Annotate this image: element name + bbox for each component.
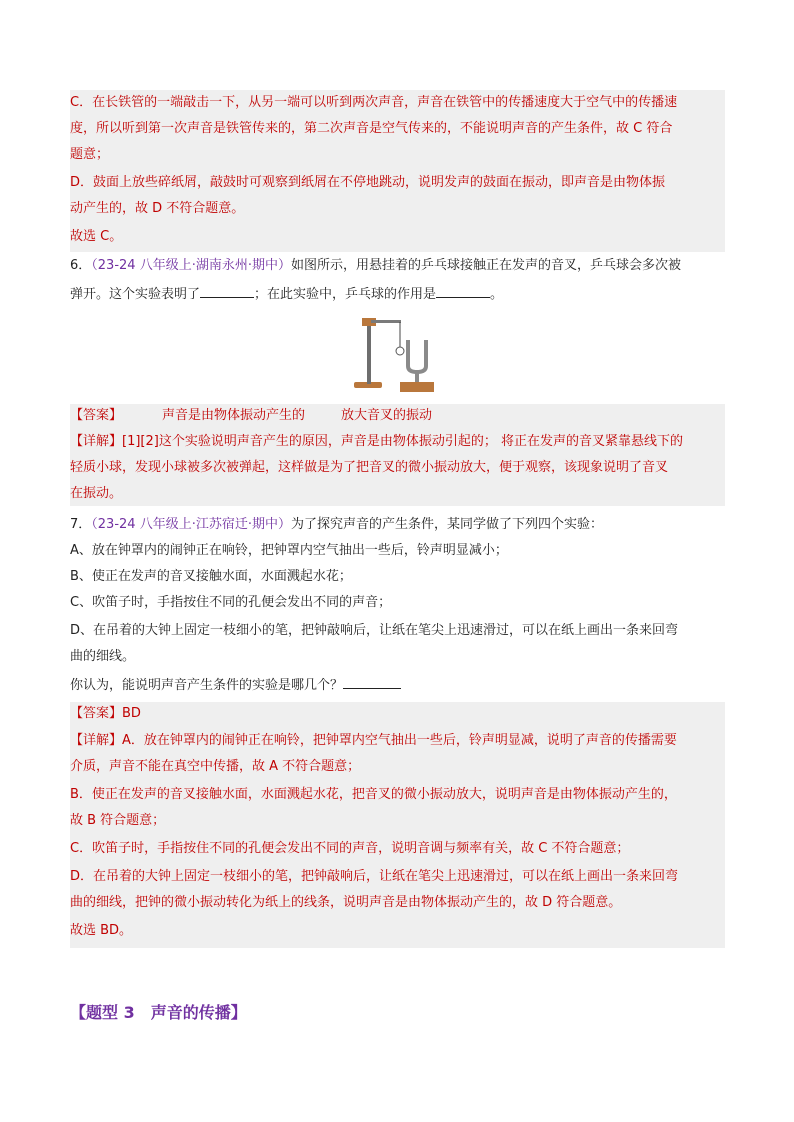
q6-detail-line2: 轻质小球，发现小球被多次被弹起，这样做是为了把音叉的微小振动放大，便于观察，该现象说明了音叉 <box>70 460 669 475</box>
q7-detail-b-line2: 故 B 符合题意； <box>70 813 166 828</box>
q5-final-answer: 故选 C。 <box>70 229 123 244</box>
q6-detail-line3: 在振动。 <box>70 486 123 501</box>
q6-answer-box <box>70 404 725 506</box>
q6-answer-2: 放大音叉的振动 <box>341 408 433 423</box>
q7-detail-c: C．吹笛子时，手指按住不同的孔便会发出不同的声音，说明音调与频率有关，故 C 不符合题意； <box>70 841 630 856</box>
q7-answer-line <box>70 705 141 723</box>
q7-final-answer: 故选 BD。 <box>70 923 133 938</box>
q5-option-c-line2: 度，所以听到第一次声音是铁管传来的，第二次声音是空气传来的，不能说明声音的产生条件，故 C 符合 <box>70 121 673 136</box>
q7-detail-a-line2: 介质，声音不能在真空中传播，故 A 不符合题意； <box>70 759 361 774</box>
q7-answer-box <box>70 702 725 948</box>
q7-option-c: C、吹笛子时，手指按住不同的孔便会发出不同的声音； <box>70 595 392 610</box>
q7-option-a: A、放在钟罩内的闹钟正在响铃，把钟罩内空气抽出一些后，铃声明显减小； <box>70 543 508 558</box>
q7-number: 7． <box>70 517 92 532</box>
q7-answer: BD <box>122 706 141 721</box>
q6-text1: 如图所示，用悬挂着的乒乓球接触正在发声的音叉，乒乓球会多次被 <box>290 258 681 273</box>
q7-option-d-line1: D、在吊着的大钟上固定一枝细小的笔，把钟敲响后，让纸在笔尖上迅速滑过，可以在纸上画出一条来回弯 <box>70 623 679 638</box>
stand-arm <box>371 320 401 323</box>
q6-question-line1 <box>70 257 681 275</box>
q6-answer-line <box>70 407 432 425</box>
q7-answer-label: 【答案】 <box>70 706 123 721</box>
q6-text2b: ；在此实验中，乒乓球的作用是 <box>254 287 437 302</box>
q6-detail-text1: [1][2]这个实验说明声音产生的原因，声音是由物体振动引起的； 将正在发声的音叉紧靠悬线下的 <box>122 434 683 449</box>
q6-detail-label: 【详解】 <box>70 434 123 449</box>
q6-text2c: 。 <box>490 287 504 302</box>
q7-question-line1 <box>70 516 603 534</box>
q5-option-c-line1: C．在长铁管的一端敲击一下，从另一端可以听到两次声音，声音在铁管中的传播速度大于空气中的传播速 <box>70 95 678 110</box>
q6-question-line2 <box>70 285 503 304</box>
q5-option-d-line1: D．鼓面上放些碎纸屑，敲鼓时可观察到纸屑在不停地跳动，说明发声的鼓面在振动，即声音是由物体振 <box>70 175 666 190</box>
section-heading: 【题型 3 声音的传播】 <box>70 1003 247 1022</box>
q5-explanation-box <box>70 90 725 252</box>
tuning-fork-illustration <box>350 310 450 396</box>
ping-pong-ball <box>396 347 404 355</box>
q7-detail-a-line1 <box>70 732 677 750</box>
q7-option-b: B、使正在发声的音叉接触水面，水面溅起水花； <box>70 569 352 584</box>
q7-source: （23-24 八年级上·江苏宿迁·期中） <box>91 517 291 532</box>
q7-question-text: 你认为，能说明声音产生条件的实验是哪几个？ <box>70 678 344 693</box>
q6-number: 6． <box>70 258 92 273</box>
q6-source: （23-24 八年级上·湖南永州·期中） <box>91 258 291 273</box>
q7-option-d-line2: 曲的细线。 <box>70 649 136 664</box>
q7-detail-d-line1: D．在吊着的大钟上固定一枝细小的笔，把钟敲响后，让纸在笔尖上迅速滑过，可以在纸上画出一条来回弯 <box>70 869 679 884</box>
q5-option-c-line3: 题意； <box>70 147 110 162</box>
fork-tines <box>408 340 426 372</box>
q6-answer-1: 声音是由物体振动产生的 <box>162 408 306 423</box>
q6-detail-line1 <box>70 433 683 451</box>
stand-pole <box>367 318 371 384</box>
q6-text2a: 弹开。这个实验表明了 <box>70 287 201 302</box>
q5-option-d-line2: 动产生的，故 D 不符合题意。 <box>70 201 245 216</box>
q7-blank <box>343 676 401 689</box>
q7-detail-a-text1: A．放在钟罩内的闹钟正在响铃，把钟罩内空气抽出一些后，铃声明显减，说明了声音的传播需要 <box>122 733 677 748</box>
q7-detail-b-line1: B．使正在发声的音叉接触水面，水面溅起水花，把音叉的微小振动放大，说明声音是由物体振动产生的， <box>70 787 677 802</box>
tuning-fork-figure <box>350 310 450 396</box>
q6-blank-1 <box>200 285 254 298</box>
fork-base <box>400 382 434 392</box>
q7-detail-d-line2: 曲的细线，把钟的微小振动转化为纸上的线条，说明声音是由物体振动产生的，故 D 符合题意。 <box>70 895 622 910</box>
q7-question <box>70 676 401 695</box>
q6-answer-label: 【答案】 <box>70 408 123 423</box>
q7-detail-label: 【详解】 <box>70 733 123 748</box>
q7-intro: 为了探究声音的产生条件，某同学做了下列四个实验： <box>290 517 603 532</box>
q6-blank-2 <box>436 285 490 298</box>
